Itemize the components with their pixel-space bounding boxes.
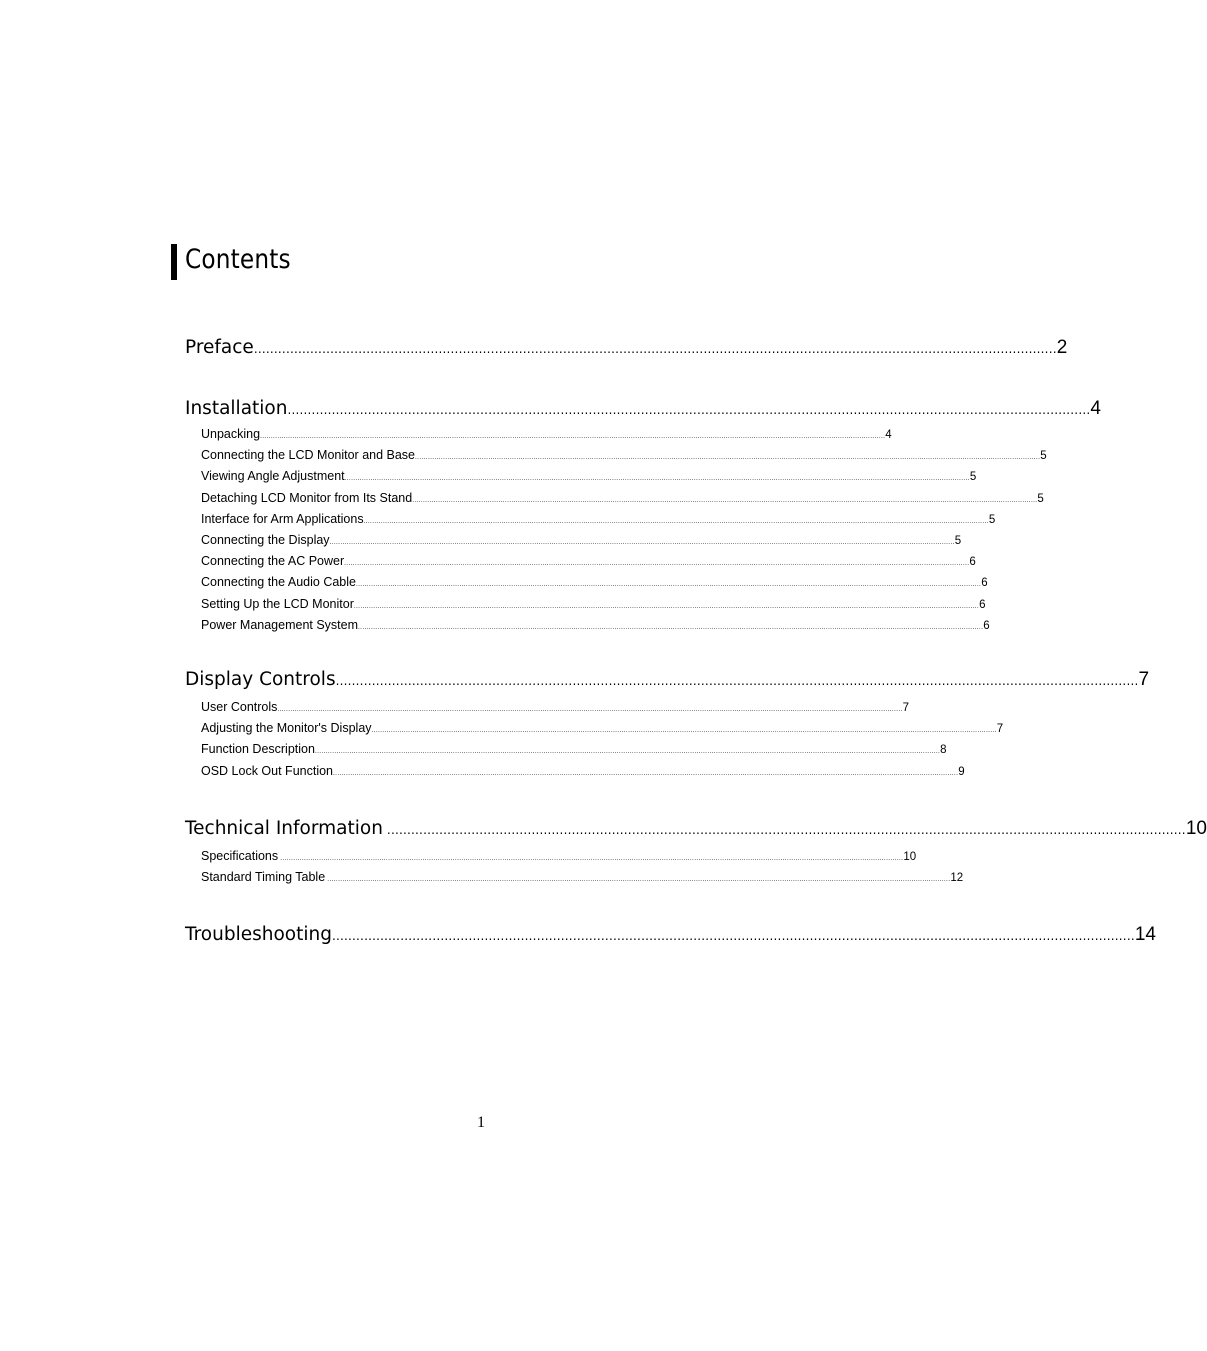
- toc-subentry-title: Connecting the Audio Cable: [201, 575, 356, 590]
- toc-subentry[interactable]: [201, 466, 977, 487]
- toc-entry-title: Technical Information: [185, 818, 383, 839]
- toc-subentry-title: OSD Lock Out Function: [201, 763, 334, 778]
- toc-section-installation: [185, 395, 1101, 636]
- dot-leader: ..................................................................................................................................................................................................................................................................................................: [260, 433, 886, 440]
- toc-section-troubleshooting: [185, 921, 1156, 949]
- toc-subentry-page: 5: [1037, 492, 1044, 505]
- dot-leader: ..................................................................................................................................................................................................................................................................................................: [363, 517, 989, 525]
- toc-subentry-page: 5: [1040, 450, 1047, 463]
- toc-subentry-title: Connecting the Display: [201, 532, 330, 547]
- toc-entry-title: Preface: [185, 337, 254, 358]
- dot-leader: ........................................................................................................................................................................................................: [253, 342, 1057, 356]
- toc-subentry-title: User Controls: [201, 700, 278, 714]
- toc-subentry-page: 8: [940, 744, 947, 757]
- toc-subentry-title: Power Management System: [201, 617, 359, 632]
- toc-subentry-page: 5: [988, 513, 996, 526]
- toc-subentry-page: 4: [885, 429, 892, 441]
- dot-leader: ........................................................................................................................................................................................................: [287, 403, 1091, 417]
- toc-subentry[interactable]: [201, 530, 962, 551]
- toc-subentry-page: 7: [902, 702, 910, 714]
- toc-subentry-page: 6: [969, 556, 976, 569]
- toc-subentry-title: Interface for Arm Applications: [201, 511, 364, 526]
- toc-subentry-page: 10: [903, 851, 917, 863]
- toc-subentry[interactable]: [201, 509, 996, 530]
- dot-leader: ..................................................................................................................................................................................................................................................................................................: [344, 475, 970, 483]
- toc-entry-page: 10: [1185, 818, 1207, 839]
- toc-section-display-controls: [185, 666, 1150, 782]
- toc-entry-technical-information[interactable]: [185, 815, 1207, 843]
- toc-subentry-page: 9: [958, 765, 965, 778]
- toc-subentry[interactable]: [201, 739, 947, 760]
- dot-leader: ..................................................................................................................................................................................................................................................................................................: [329, 538, 955, 546]
- toc-entry-page: 2: [1056, 337, 1068, 358]
- toc-subentry-page: 5: [954, 534, 962, 547]
- toc-entry-title: Installation: [185, 398, 288, 419]
- toc-subentry-title: Connecting the AC Power: [201, 554, 345, 569]
- dot-leader: ..................................................................................................................................................................................................................................................................................................: [333, 769, 959, 777]
- dot-leader: ..................................................................................................................................................................................................................................................................................................: [314, 748, 941, 756]
- toc-subentry[interactable]: [201, 867, 964, 888]
- toc-subentry[interactable]: [201, 761, 965, 782]
- toc-subentry[interactable]: [201, 697, 910, 718]
- dot-leader: ..................................................................................................................................................................................................................................................................................................: [353, 602, 980, 610]
- toc-subentry-page: 6: [981, 577, 988, 590]
- toc-entry-installation[interactable]: [185, 395, 1101, 423]
- toc-subentry-title: Connecting the LCD Monitor and Base: [201, 448, 416, 463]
- toc-subentry[interactable]: [201, 718, 1004, 739]
- toc-subentry-page: 6: [983, 619, 990, 632]
- toc-subentry[interactable]: [201, 488, 1044, 509]
- toc-subentry-title: Detaching LCD Monitor from Its Stand: [201, 490, 413, 505]
- toc-subentry-title: Specifications: [201, 849, 279, 863]
- toc-subentry-page: 5: [969, 471, 977, 484]
- dot-leader: ..................................................................................................................................................................................................................................................................................................: [358, 623, 984, 631]
- dot-leader: ..................................................................................................................................................................................................................................................................................................: [371, 727, 997, 735]
- toc-entry-title: Display Controls: [185, 669, 336, 690]
- toc-entry-page: 7: [1138, 669, 1150, 690]
- toc-entry-page: 14: [1134, 924, 1156, 945]
- dot-leader: ..................................................................................................................................................................................................................................................................................................: [277, 706, 903, 713]
- dot-leader: ..................................................................................................................................................................................................................................................................................................: [355, 581, 982, 589]
- page-title: Contents: [185, 244, 291, 275]
- dot-leader: ..................................................................................................................................................................................................................................................................................................: [415, 454, 1041, 462]
- toc-subentry[interactable]: [201, 846, 917, 867]
- toc-subentry-title: Viewing Angle Adjustment: [201, 469, 345, 484]
- toc-subentry[interactable]: [201, 615, 990, 636]
- toc-subentry[interactable]: [201, 594, 986, 615]
- toc-section-technical-information: [185, 815, 1207, 888]
- toc-subentry-page: 6: [979, 598, 986, 611]
- toc-subentry[interactable]: [201, 445, 1047, 466]
- toc-entry-preface[interactable]: [185, 334, 1068, 362]
- toc-subentry-title: Unpacking: [201, 427, 261, 441]
- dot-leader: .................................................................................................................................................................................................................................................................................................: [325, 876, 951, 884]
- toc-subentry[interactable]: [201, 551, 976, 572]
- toc-subentry-page: 7: [996, 723, 1004, 736]
- dot-leader: ..................................................................................................................................................................................................................................................................................................: [344, 560, 970, 568]
- toc-subentry-title: Standard Timing Table: [201, 870, 326, 885]
- heading-accent-bar: [171, 244, 177, 280]
- toc-subentry-title: Function Description: [201, 742, 315, 757]
- toc-subentry[interactable]: [201, 572, 988, 593]
- dot-leader: ..................................................................................................................................................................................................................................................................................................: [412, 496, 1038, 504]
- dot-leader: ........................................................................................................................................................................................................: [331, 929, 1135, 943]
- toc-subentry[interactable]: [201, 424, 892, 445]
- toc-subentry-title: Setting Up the LCD Monitor: [201, 596, 354, 611]
- toc-section-preface: [185, 334, 1068, 362]
- toc-entry-page: 4: [1090, 398, 1101, 419]
- dot-leader: .......................................................................................................................................................................................................: [382, 823, 1186, 837]
- page-number: 1: [477, 1114, 485, 1131]
- toc-subentry-page: 12: [950, 872, 964, 885]
- toc-subentry-title: Adjusting the Monitor's Display: [201, 721, 372, 736]
- toc-entry-troubleshooting[interactable]: [185, 921, 1156, 949]
- dot-leader: .................................................................................................................................................................................................................................................................................................: [278, 855, 904, 862]
- toc-entry-title: Troubleshooting: [185, 924, 332, 945]
- toc-entry-display-controls[interactable]: [185, 666, 1150, 694]
- dot-leader: ........................................................................................................................................................................................................: [335, 674, 1139, 688]
